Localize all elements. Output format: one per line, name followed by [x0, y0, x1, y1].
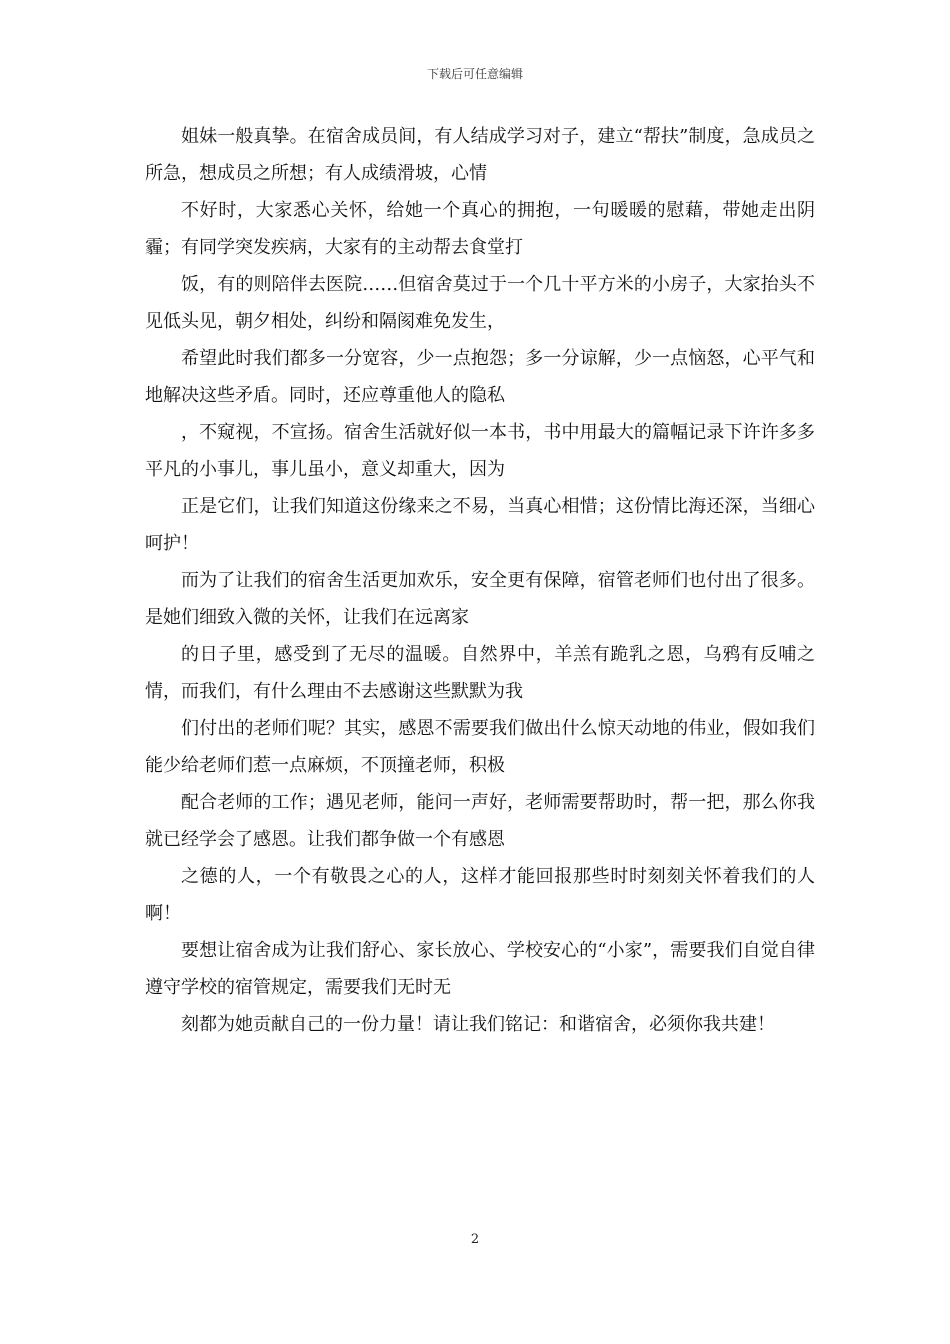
paragraph: 刻都为她贡献自己的一份力量！请让我们铭记：和谐宿舍，必须你我共建！: [181, 1014, 775, 1035]
paragraph: 而为了让我们的宿舍生活更加欢乐，安全更有保障，宿管老师们也付出了很多。是她们细致入微的关怀，让我们在远离家: [145, 570, 815, 628]
page-number: 2: [470, 1232, 480, 1247]
paragraph: 之德的人，一个有敬畏之心的人，这样才能回报那些时时刻刻关怀着我们的人啊！: [145, 866, 815, 924]
page-header: 下载后可任意编辑: [426, 67, 523, 81]
paragraph: 们付出的老师们呢？其实，感恩不需要我们做出什么惊天动地的伟业，假如我们能少给老师们惹一点麻烦，不顶撞老师，积极: [145, 718, 815, 776]
paragraph: 的日子里，感受到了无尽的温暖。自然界中，羊羔有跪乳之恩，乌鸦有反哺之情，而我们，有什么理由不去感谢这些默默为我: [145, 644, 815, 702]
paragraph: 要想让宿舍成为让我们舒心、家长放心、学校安心的“小家”，需要我们自觉自律遵守学校的宿管规定，需要我们无时无: [145, 940, 815, 998]
paragraph: 正是它们，让我们知道这份缘来之不易，当真心相惜；这份情比海还深，当细心呵护！: [145, 496, 815, 554]
paragraph: ，不窥视，不宣扬。宿舍生活就好似一本书，书中用最大的篇幅记录下许许多多平凡的小事儿，事儿虽小，意义却重大，因为: [145, 422, 815, 480]
paragraph: 希望此时我们都多一分宽容，少一点抱怨；多一分谅解，少一点恼怒，心平气和地解决这些矛盾。同时，还应尊重他人的隐私: [145, 348, 815, 406]
paragraph: 不好时，大家悉心关怀，给她一个真心的拥抱，一句暖暖的慰藉，带她走出阴霾；有同学突发疾病，大家有的主动帮去食堂打: [145, 200, 815, 258]
paragraph: 姐妹一般真挚。在宿舍成员间，有人结成学习对子，建立“帮扶”制度，急成员之所急，想成员之所想；有人成绩滑坡，心情: [145, 126, 815, 184]
document-body: [145, 118, 815, 1043]
paragraph: 饭，有的则陪伴去医院……但宿舍莫过于一个几十平方米的小房子，大家抬头不见低头见，朝夕相处，纠纷和隔阂难免发生，: [145, 274, 815, 332]
paragraph: 配合老师的工作；遇见老师，能问一声好，老师需要帮助时，帮一把，那么你我就已经学会了感恩。让我们都争做一个有感恩: [145, 792, 815, 850]
